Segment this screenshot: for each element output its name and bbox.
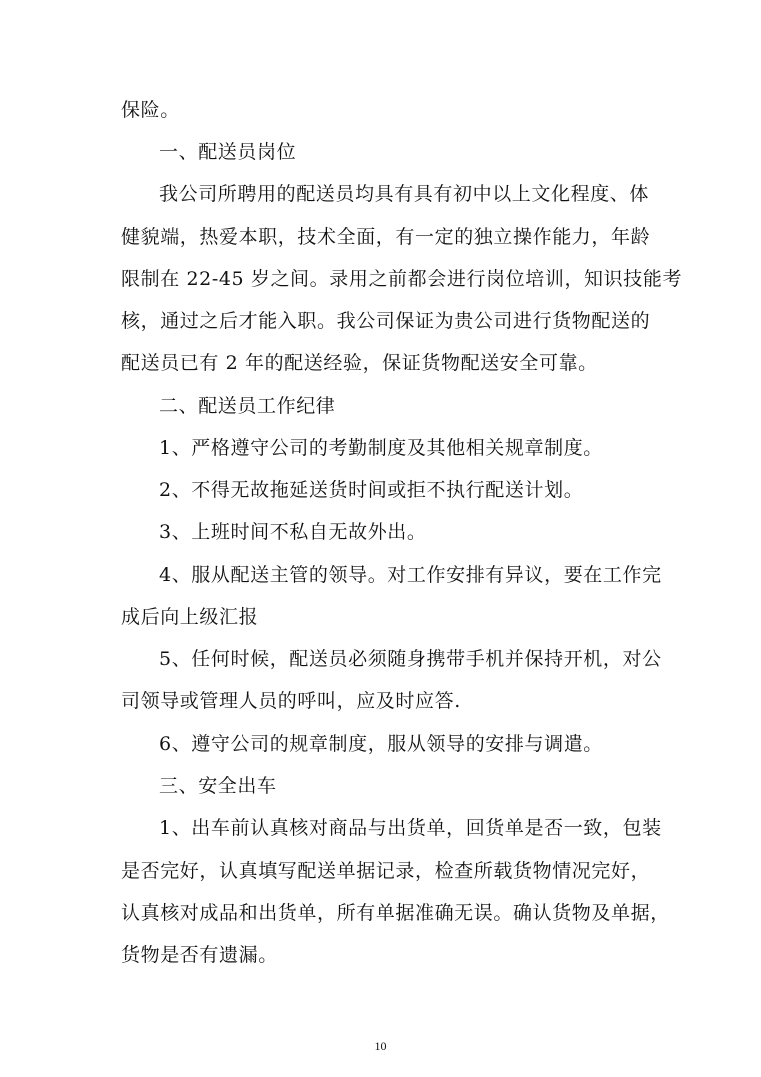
list-item: 3、上班时间不私自无故外出。 [159, 521, 427, 543]
list-item-continuation: 司领导或管理人员的呼叫，应及时应答. [121, 690, 461, 712]
list-item-continuation: 货物是否有遗漏。 [121, 944, 278, 966]
paragraph-line: 健貌端，热爱本职，技术全面，有一定的独立操作能力，年龄 [121, 226, 651, 248]
page-number: 10 [374, 1039, 387, 1053]
list-item: 6、遵守公司的规章制度，服从领导的安排与调遣。 [159, 733, 603, 755]
list-item: 2、不得无故拖延送货时间或拒不执行配送计划。 [159, 479, 584, 501]
list-item: 5、任何时候，配送员必须随身携带手机并保持开机，对公 [159, 648, 662, 670]
list-item-continuation: 成后向上级汇报 [121, 606, 259, 628]
list-item: 1、出车前认真核对商品与出货单，回货单是否一致，包装 [159, 817, 662, 839]
list-item-continuation: 认真核对成品和出货单，所有单据准确无误。确认货物及单据， [121, 902, 670, 924]
paragraph-line: 我公司所聘用的配送员均具有具有初中以上文化程度、体 [159, 183, 650, 205]
list-item: 1、严格遵守公司的考勤制度及其他相关规章制度。 [159, 437, 603, 459]
section-heading-1: 一、配送员岗位 [159, 141, 297, 163]
paragraph-line: 配送员已有 2 年的配送经验，保证货物配送安全可靠。 [121, 352, 598, 374]
list-item-continuation: 是否完好，认真填写配送单据记录，检查所载货物情况完好， [121, 860, 651, 882]
paragraph-line: 限制在 22-45 岁之间。录用之前都会进行岗位培训，知识技能考 [121, 268, 683, 290]
paragraph-line: 核，通过之后才能入职。我公司保证为贵公司进行货物配送的 [121, 310, 651, 332]
section-heading-3: 三、安全出车 [159, 775, 277, 797]
section-heading-2: 二、配送员工作纪律 [159, 395, 336, 417]
text-line-continuation: 保险。 [121, 99, 180, 121]
list-item: 4、服从配送主管的领导。对工作安排有异议，要在工作完 [159, 564, 662, 586]
